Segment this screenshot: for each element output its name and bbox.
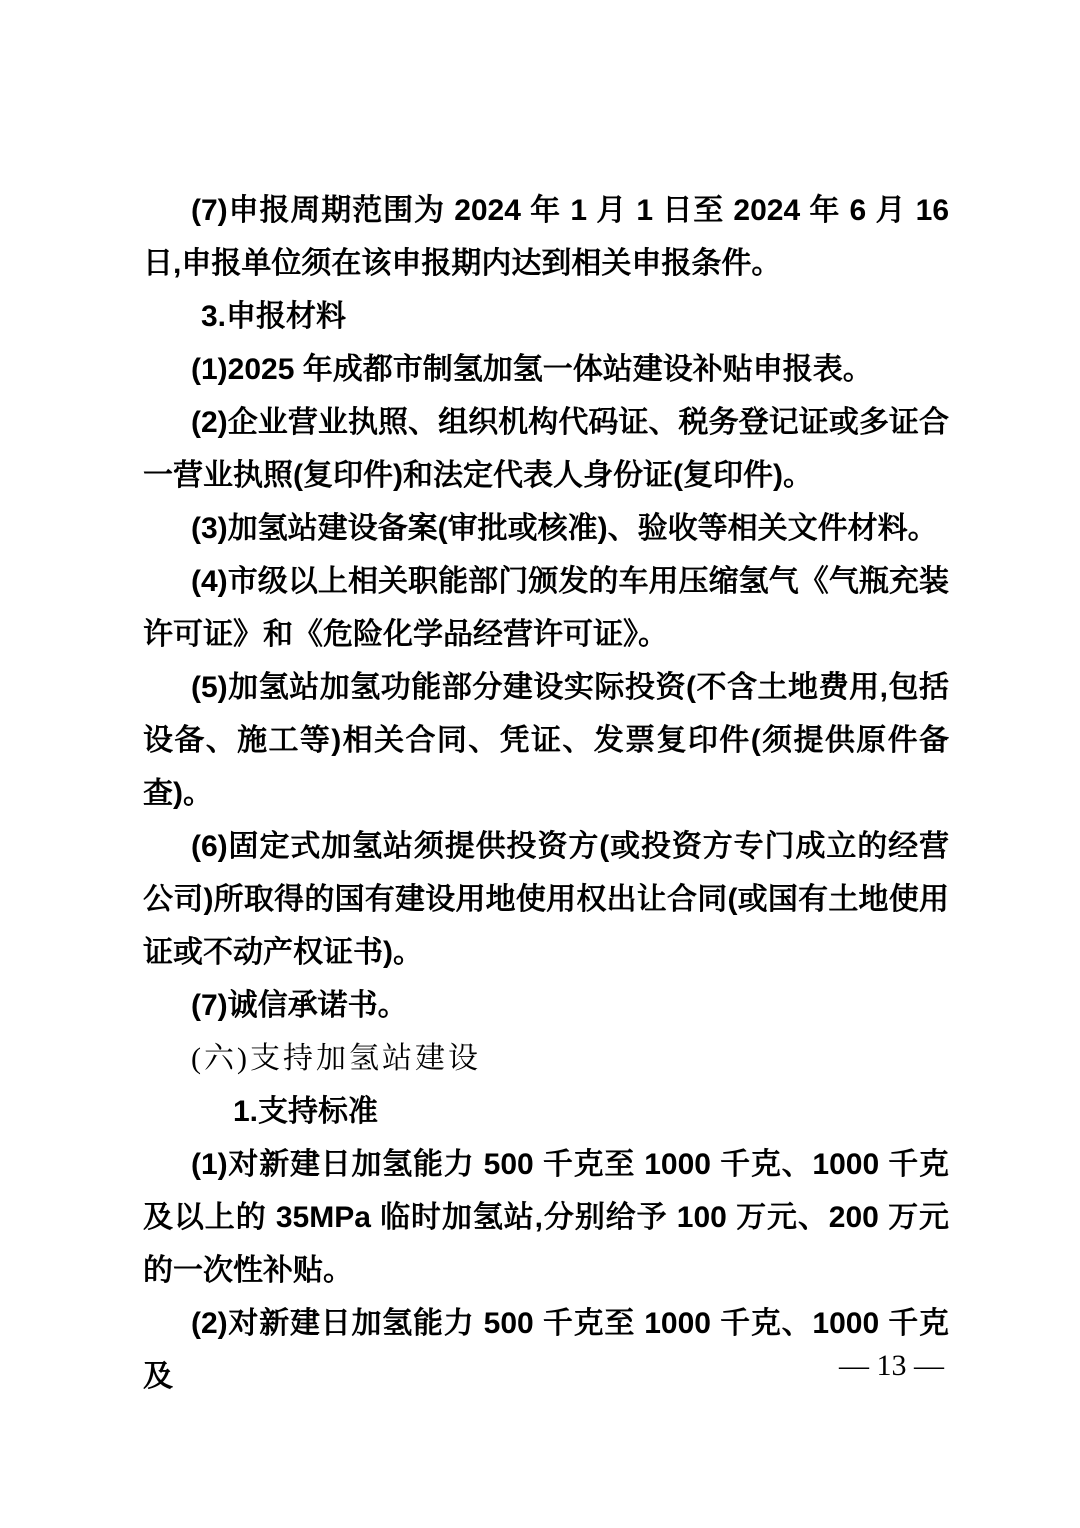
paragraph-material-1-form: (1)2025 年成都市制氢加氢一体站建设补贴申报表。	[191, 353, 873, 386]
document-body	[143, 184, 949, 1403]
paragraph-material-5-investment: (5)加氢站加氢功能部分建设实际投资(不含土地费用,包括设备、施工等)相关合同、凭证、发票复印件(须提供原件备查)。	[143, 671, 949, 810]
heading-section-6-support-station: (六)支持加氢站建设	[191, 1042, 481, 1075]
paragraph-material-2-license: (2)企业营业执照、组织机构代码证、税务登记证或多证合一营业执照(复印件)和法定代表人身份证(复印件)。	[143, 406, 949, 492]
paragraph-material-4-permits: (4)市级以上相关职能部门颁发的车用压缩氢气《气瓶充装许可证》和《危险化学品经营许可证》。	[143, 565, 949, 651]
heading-application-materials: 3.申报材料	[201, 300, 347, 333]
paragraph-material-3-filing: (3)加氢站建设备案(审批或核准)、验收等相关文件材料。	[191, 512, 938, 545]
heading-support-standard: 1.支持标准	[233, 1095, 379, 1128]
paragraph-support-1-temporary: (1)对新建日加氢能力 500 千克至 1000 千克、1000 千克及以上的 35MPa 临时加氢站,分别给予 100 万元、200 万元的一次性补贴。	[143, 1148, 949, 1287]
paragraph-material-7-commitment: (7)诚信承诺书。	[191, 989, 408, 1022]
page-number: — 13 —	[839, 1349, 944, 1382]
paragraph-application-period: (7)申报周期范围为 2024 年 1 月 1 日至 2024 年 6 月 16 日,申报单位须在该申报期内达到相关申报条件。	[143, 194, 949, 280]
paragraph-support-2-truncated: (2)对新建日加氢能力 500 千克至 1000 千克、1000 千克及	[143, 1307, 949, 1393]
paragraph-material-6-land: (6)固定式加氢站须提供投资方(或投资方专门成立的经营公司)所取得的国有建设用地使用权出让合同(或国有土地使用证或不动产权证书)。	[143, 830, 949, 969]
